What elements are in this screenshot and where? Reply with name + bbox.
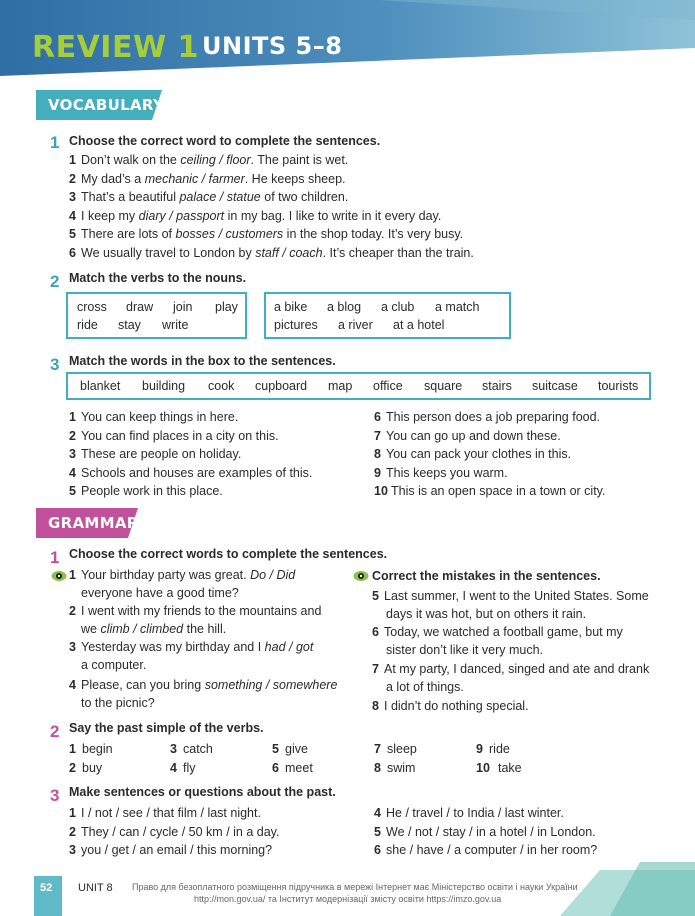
sentence-item: 9 This keeps you warm.	[374, 464, 508, 483]
noun-word: a bike	[274, 300, 308, 314]
verb-word: ride	[77, 318, 98, 332]
sentence-item: 3 That’s a beautiful palace / statue of two children.	[69, 188, 348, 207]
item-number: 2	[69, 760, 76, 775]
item-number: 7	[374, 742, 381, 756]
review-title: REVIEW 1	[32, 30, 199, 65]
noun-word: pictures	[274, 318, 318, 332]
sentence-item: 6 she / have / a computer / in her room?	[374, 841, 597, 860]
sentence-item: 5 People work in this place.	[69, 482, 223, 501]
item-number: 1	[69, 153, 76, 167]
verb-word: join	[173, 300, 193, 314]
grammar-tag: GRAMMAR	[36, 508, 138, 538]
item-number: 5	[272, 742, 279, 756]
item-number: 10	[374, 484, 388, 498]
item-number: 6	[374, 410, 381, 424]
item-number: 6	[272, 760, 279, 775]
box-word: office	[373, 379, 403, 393]
item-number: 4	[69, 465, 76, 480]
vocab-ex1-title: Choose the correct word to complete the sentences.	[69, 134, 381, 148]
sentence-item: 2 I went with my friends to the mountains and	[69, 602, 321, 621]
box-word: map	[328, 379, 353, 393]
item-number: 6	[374, 843, 381, 857]
verb-item: 9 ride	[476, 740, 510, 759]
item-number: 8	[372, 699, 379, 713]
item-number: 9	[374, 465, 381, 480]
sentence-item: 3 you / get / an email / this morning?	[69, 841, 272, 860]
sentence-item: 5 We / not / stay / in a hotel / in London.	[374, 823, 596, 842]
verb-word: write	[162, 318, 189, 332]
sentence-item: 3 Yesterday was my birthday and I had / got	[69, 638, 313, 657]
item-number: 1	[69, 806, 76, 820]
grammar-ex1-number: 1	[50, 548, 60, 567]
box-word: stairs	[482, 379, 512, 393]
verb-item: 1 begin	[69, 740, 113, 759]
item-number: 4	[170, 760, 177, 775]
sentence-item: 4 Schools and houses are examples of this.	[69, 464, 312, 483]
sentence-continuation: we climb / climbed the hill.	[81, 622, 227, 636]
sentence-item: 6 Today, we watched a football game, but my	[372, 623, 623, 642]
item-number: 3	[69, 190, 76, 204]
item-number: 5	[69, 484, 76, 498]
nouns-box	[264, 292, 511, 339]
box-word: cupboard	[255, 379, 308, 393]
word-options: diary / passport	[138, 208, 225, 223]
sentence-item: 5 Last summer, I went to the United States. Some	[372, 587, 649, 606]
verb-word: draw	[126, 300, 154, 314]
item-number: 1	[69, 410, 76, 424]
sentence-item: 10 This is an open space in a town or city.	[374, 482, 605, 501]
word-options: staff / coach	[255, 245, 323, 260]
sentence-item: 4 I keep my diary / passport in my bag. I like to write in it every day.	[69, 207, 441, 226]
item-number: 3	[69, 640, 76, 654]
noun-word: a river	[338, 318, 373, 332]
sentence-item: 1 Don’t walk on the ceiling / floor. The paint is wet.	[69, 151, 348, 170]
sentence-item: 3 These are people on holiday.	[69, 445, 241, 464]
eye-icon	[51, 570, 67, 582]
item-number: 2	[69, 171, 76, 186]
word-options: climb / climbed	[100, 622, 184, 636]
grammar-ex3-title: Make sentences or questions about the past.	[69, 785, 336, 799]
item-number: 4	[69, 678, 76, 692]
item-number: 8	[374, 447, 381, 461]
item-number: 3	[69, 843, 76, 857]
item-number: 7	[372, 662, 379, 676]
sentence-continuation: everyone have a good time?	[81, 586, 239, 600]
verb-item: 2 buy	[69, 759, 102, 778]
item-number: 5	[374, 824, 381, 839]
grammar-ex3-number: 3	[50, 786, 60, 805]
item-number: 3	[69, 447, 76, 461]
word-options: something / somewhere	[204, 678, 338, 692]
word-box	[66, 372, 651, 400]
footer-unit: UNIT 8	[78, 882, 113, 894]
item-number: 2	[69, 604, 76, 618]
verb-item: 10 take	[476, 759, 522, 778]
item-number: 4	[374, 806, 381, 820]
vocab-ex2-title: Match the verbs to the nouns.	[69, 271, 247, 285]
word-options: had / got	[264, 640, 314, 654]
sentence-item: 5 There are lots of bosses / customers in the shop today. It’s very busy.	[69, 225, 463, 244]
sentence-item: 1 You can keep things in here.	[69, 408, 238, 427]
units-subtitle: UNITS 5–8	[202, 32, 343, 60]
sentence-continuation: a lot of things.	[386, 680, 464, 694]
vocab-ex3-number: 3	[50, 355, 60, 374]
box-word: blanket	[80, 379, 121, 393]
sentence-continuation: to the picnic?	[81, 696, 155, 710]
sentence-item: 2 You can find places in a city on this.	[69, 427, 279, 446]
grammar-ex2-number: 2	[50, 722, 60, 741]
verb-item: 5 give	[272, 740, 308, 759]
sentence-continuation: days it was hot, but on others it rain.	[386, 607, 587, 621]
item-number: 10	[476, 760, 490, 775]
verb-word: cross	[77, 300, 107, 314]
verb-item: 6 meet	[272, 759, 313, 778]
word-options: palace / statue	[179, 190, 261, 204]
item-number: 5	[69, 227, 76, 241]
grammar-ex2-title: Say the past simple of the verbs.	[69, 721, 264, 735]
footer-copyright-line1: Право для безоплатного розміщення підручника в мережі Інтернет має Міністерство освіти і науки України	[132, 882, 578, 892]
item-number: 7	[374, 428, 381, 443]
verb-item: 4 fly	[170, 759, 196, 778]
item-number: 9	[476, 742, 483, 756]
word-options: Do / Did	[250, 568, 296, 582]
sentence-item: 8 You can pack your clothes in this.	[374, 445, 571, 464]
correct-mistakes-title: Correct the mistakes in the sentences.	[372, 569, 601, 583]
verb-item: 3 catch	[170, 740, 213, 759]
box-word: square	[424, 379, 463, 393]
item-number: 6	[372, 625, 379, 639]
item-number: 2	[69, 824, 76, 839]
sentence-item: 8 I didn’t do nothing special.	[372, 697, 529, 716]
sentence-item: 4 He / travel / to India / last winter.	[374, 804, 564, 823]
word-options: ceiling / floor	[180, 153, 251, 167]
verbs-box	[66, 292, 247, 339]
word-options: bosses / customers	[175, 227, 284, 241]
sentence-item: 6 This person does a job preparing food.	[374, 408, 600, 427]
sentence-item: 1 Your birthday party was great. Do / Did	[69, 566, 295, 585]
box-word: building	[142, 379, 186, 393]
verb-word: play	[215, 300, 238, 314]
sentence-item: 2 They / can / cycle / 50 km / in a day.	[69, 823, 279, 842]
sentence-item: 1 I / not / see / that film / last night.	[69, 804, 261, 823]
page-number: 52	[40, 882, 53, 894]
verb-word: stay	[118, 318, 141, 332]
footer-copyright-line2: http://mon.gov.ua/ та Інститут модернізації змісту освіти https://imzo.gov.ua	[194, 894, 502, 904]
item-number: 1	[69, 742, 76, 756]
noun-word: at a hotel	[393, 318, 445, 332]
box-word: cook	[208, 379, 235, 393]
sentence-item: 7 You can go up and down these.	[374, 427, 561, 446]
verb-item: 8 swim	[374, 759, 415, 778]
sentence-item: 2 My dad’s a mechanic / farmer. He keeps sheep.	[69, 170, 346, 189]
noun-word: a club	[381, 300, 415, 314]
vocab-ex1-number: 1	[50, 133, 60, 152]
grammar-ex1-title: Choose the correct words to complete the sentences.	[69, 547, 388, 561]
word-options: mechanic / farmer	[144, 171, 245, 186]
box-word: tourists	[598, 379, 639, 393]
noun-word: a blog	[327, 300, 362, 314]
sentence-item: 6 We usually travel to London by staff / coach. It’s cheaper than the train.	[69, 244, 474, 263]
verb-item: 7 sleep	[374, 740, 417, 759]
noun-word: a match	[435, 300, 480, 314]
item-number: 1	[69, 568, 76, 582]
vocabulary-tag: VOCABULARY	[36, 90, 162, 120]
vocab-ex2-number: 2	[50, 272, 60, 291]
item-number: 3	[170, 742, 177, 756]
eye-icon	[353, 570, 369, 582]
sentence-continuation: a computer.	[81, 658, 147, 672]
box-word: suitcase	[532, 379, 578, 393]
item-number: 8	[374, 760, 381, 775]
sentence-item: 7 At my party, I danced, singed and ate and drank	[372, 660, 649, 679]
item-number: 2	[69, 428, 76, 443]
item-number: 5	[372, 589, 379, 603]
vocab-ex3-title: Match the words in the box to the sentences.	[69, 354, 336, 368]
sentence-continuation: sister don’t like it very much.	[386, 643, 543, 657]
item-number: 6	[69, 245, 76, 260]
item-number: 4	[69, 208, 76, 223]
sentence-item: 4 Please, can you bring something / somewhere	[69, 676, 337, 695]
